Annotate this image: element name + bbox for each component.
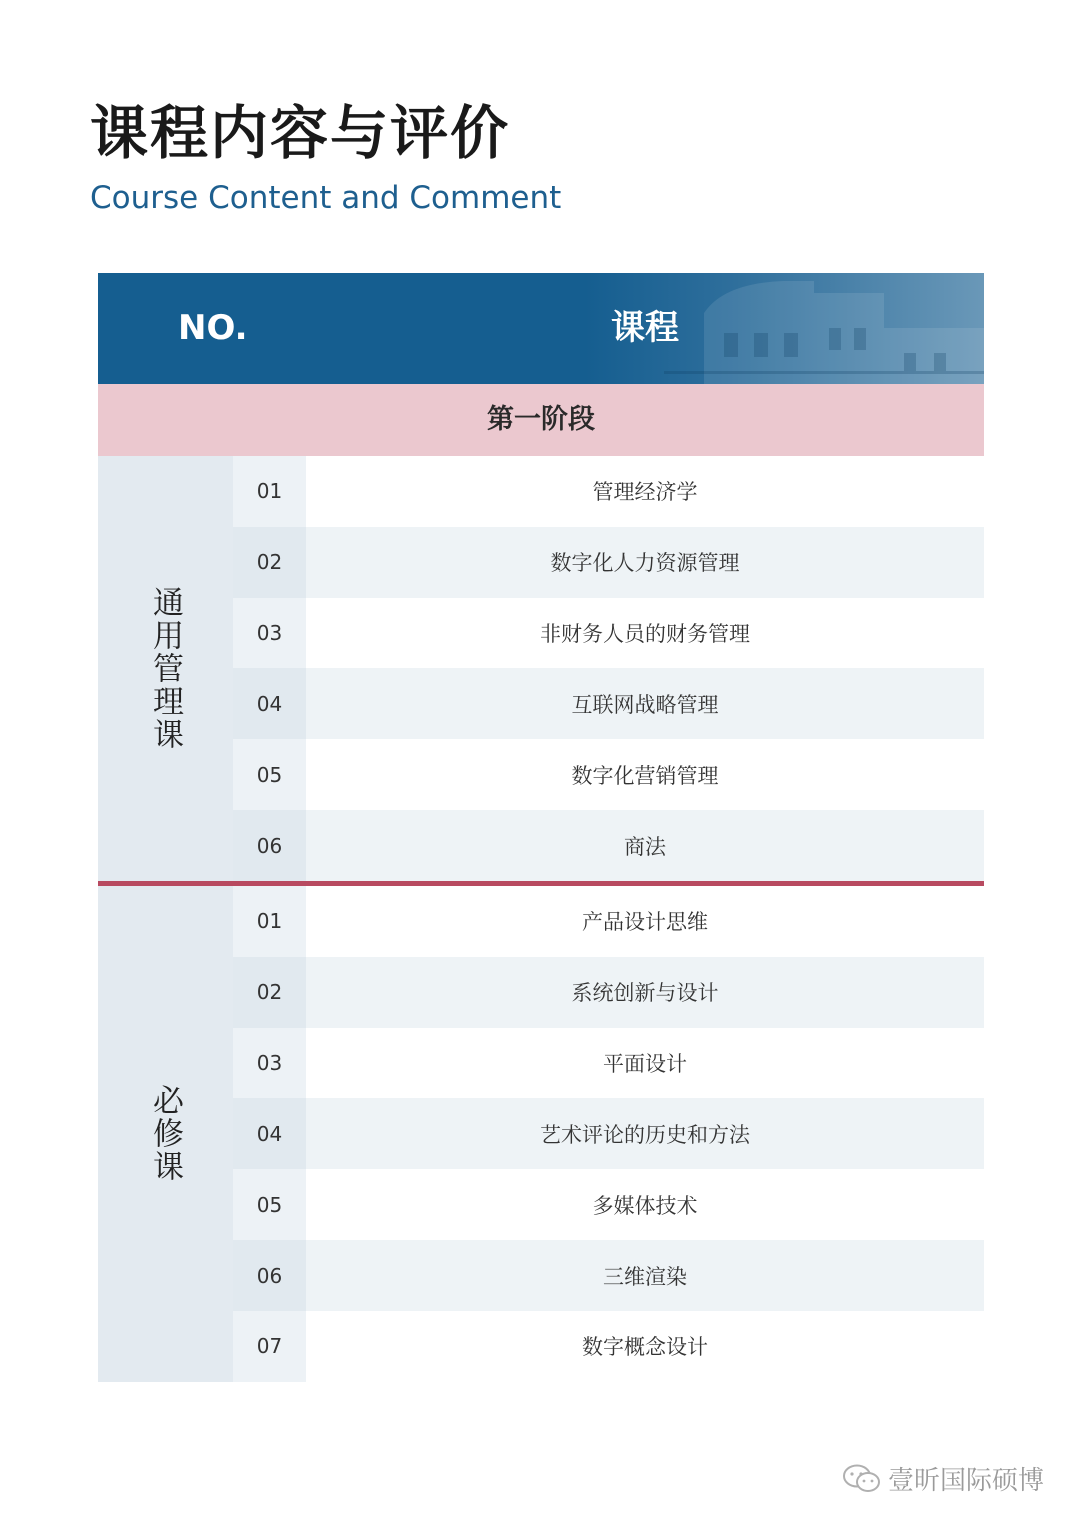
- row-number: 06: [233, 810, 306, 881]
- course-group-required: [98, 886, 984, 1382]
- row-number: 03: [233, 598, 306, 669]
- table-row: [233, 527, 984, 598]
- row-number: 07: [233, 1311, 306, 1382]
- table-row: [233, 456, 984, 527]
- row-number: 04: [233, 668, 306, 739]
- stage-header: 第一阶段: [98, 384, 984, 456]
- table-row: [233, 739, 984, 810]
- course-name: 多媒体技术: [306, 1169, 984, 1240]
- row-number: 02: [233, 527, 306, 598]
- row-number: 02: [233, 957, 306, 1028]
- course-name: 数字化营销管理: [306, 739, 984, 810]
- course-group-general: [98, 456, 984, 881]
- group-label: 通用管理课: [147, 585, 183, 751]
- table-row: [233, 668, 984, 739]
- course-name: 商法: [306, 810, 984, 881]
- watermark-text: 壹昕国际硕博: [887, 1466, 1044, 1496]
- course-name: 艺术评论的历史和方法: [306, 1098, 984, 1169]
- table-header: [98, 273, 984, 384]
- row-number: 03: [233, 1028, 306, 1099]
- table-row: [233, 886, 984, 957]
- course-name: 数字概念设计: [306, 1311, 984, 1382]
- group-label-cell: [98, 886, 233, 1382]
- group-label: 必修课: [147, 1084, 183, 1184]
- table-row: [233, 1028, 984, 1099]
- row-number: 04: [233, 1098, 306, 1169]
- course-name: 非财务人员的财务管理: [306, 598, 984, 669]
- table-row: [233, 1169, 984, 1240]
- table-row: [233, 1098, 984, 1169]
- course-name: 数字化人力资源管理: [306, 527, 984, 598]
- table-row: [233, 957, 984, 1028]
- wechat-icon: [842, 1463, 882, 1495]
- column-header-course: 课程: [611, 308, 679, 348]
- group-rows: [233, 456, 984, 881]
- row-number: 01: [233, 456, 306, 527]
- watermark: [842, 1460, 1044, 1497]
- course-name: 管理经济学: [306, 456, 984, 527]
- column-header-no: NO.: [178, 308, 248, 348]
- course-name: 产品设计思维: [306, 886, 984, 957]
- course-name: 平面设计: [306, 1028, 984, 1099]
- table-row: [233, 810, 984, 881]
- course-table: [98, 273, 984, 1382]
- table-row: [233, 1311, 984, 1382]
- table-row: [233, 598, 984, 669]
- group-rows: [233, 886, 984, 1382]
- table-row: [233, 1240, 984, 1311]
- row-number: 06: [233, 1240, 306, 1311]
- course-name: 互联网战略管理: [306, 668, 984, 739]
- group-label-cell: [98, 456, 233, 881]
- page-subtitle: Course Content and Comment: [90, 180, 562, 216]
- course-name: 系统创新与设计: [306, 957, 984, 1028]
- row-number: 01: [233, 886, 306, 957]
- row-number: 05: [233, 739, 306, 810]
- page-title: 课程内容与评价: [90, 99, 511, 167]
- course-name: 三维渲染: [306, 1240, 984, 1311]
- row-number: 05: [233, 1169, 306, 1240]
